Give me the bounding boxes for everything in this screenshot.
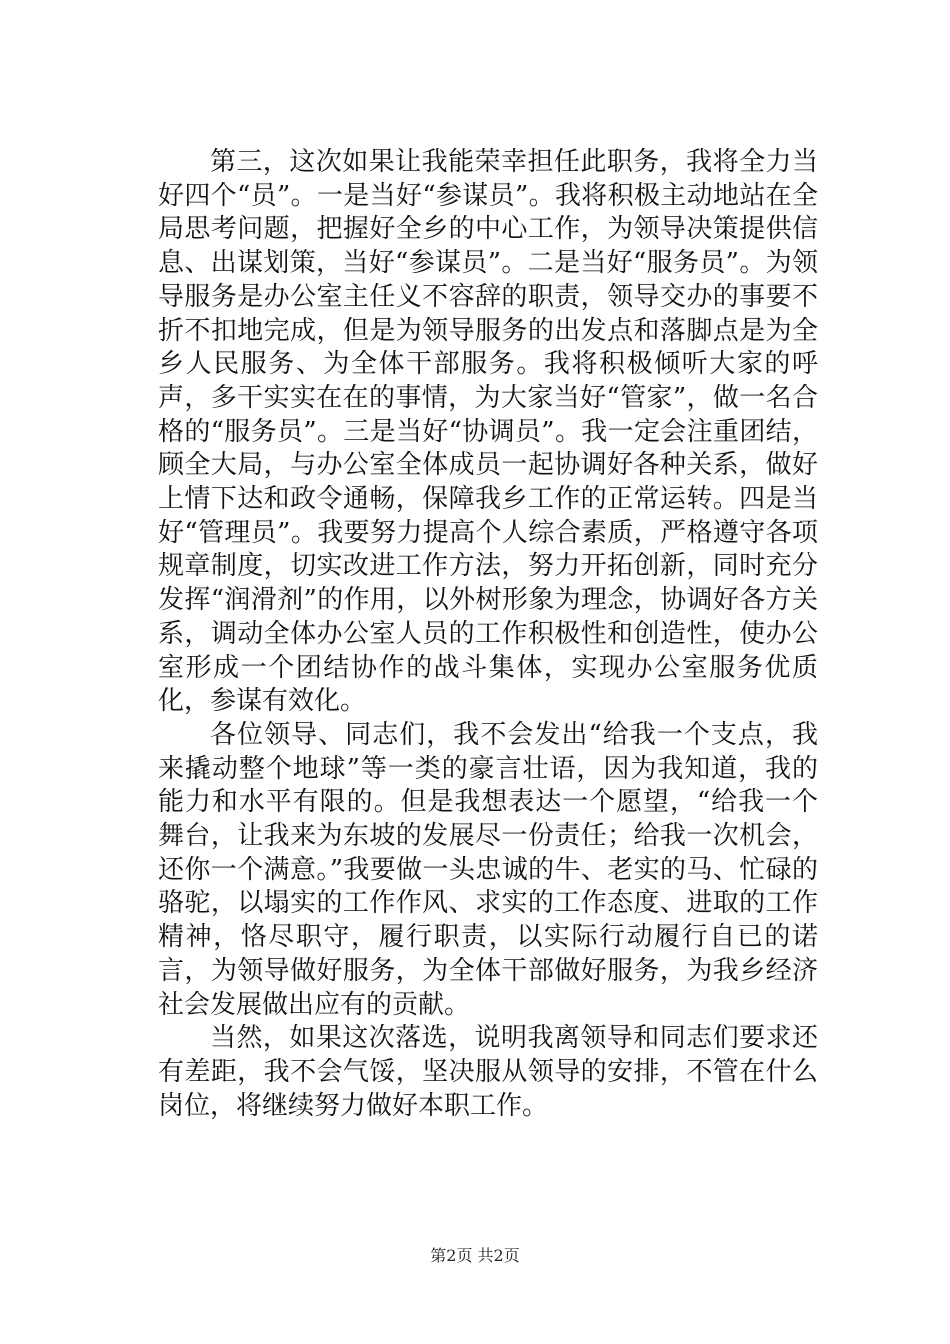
paragraph-conclusion: 当然，如果这次落选，说明我离领导和同志们要求还有差距，我不会气馁，坚决服从领导的安排，不管在什么岗位，将继续努力做好本职工作。 xyxy=(158,1023,818,1121)
paragraph-duties: 第三，这次如果让我能荣幸担任此职务，我将全力当好四个“员”。一是当好“参谋员”。我将积极主动地站在全局思考问题，把握好全乡的中心工作，为领导决策提供信息、出谋划策，当好“参谋员”。二是当好“服务员”。为领导服务是办公室主任义不容辞的职责，领导交办的事要不折不扣地完成，但是为领导服务的出发点和落脚点是为全乡人民服务、为全体干部服务。我将积极倾听大家的呼声，多干实实在在的事情，为大家当好“管家”，做一名合格的“服务员”。三是当好“协调员”。我一定会注重团结，顾全大局，与办公室全体成员一起协调好各种关系，做好上情下达和政令通畅，保障我乡工作的正常运转。四是当好“管理员”。我要努力提高个人综合素质，严格遵守各项规章制度，切实改进工作方法，努力开拓创新，同时充分发挥“润滑剂”的作用，以外树形象为理念，协调好各方关系，调动全体办公室人员的工作积极性和创造性，使办公室形成一个团结协作的战斗集体，实现办公室服务优质化，参谋有效化。 xyxy=(158,147,818,717)
page-number-footer: 第2页 共2页 xyxy=(430,1246,520,1265)
document-body xyxy=(158,146,818,1123)
paragraph-pledge: 各位领导、同志们，我不会发出“给我一个支点，我来撬动整个地球”等一类的豪言壮语，因为我知道，我的能力和水平有限的。但是我想表达一个愿望，“给我一个舞台，让我来为东坡的发展尽一份责任；给我一次机会，还你一个满意。”我要做一头忠诚的牛、老实的马、忙碌的骆驼，以塌实的工作作风、求实的工作态度、进取的工作精神，恪尽职守，履行职责，以实际行动履行自已的诺言，为领导做好服务，为全体干部做好服务，为我乡经济社会发展做出应有的贡献。 xyxy=(158,719,818,1020)
